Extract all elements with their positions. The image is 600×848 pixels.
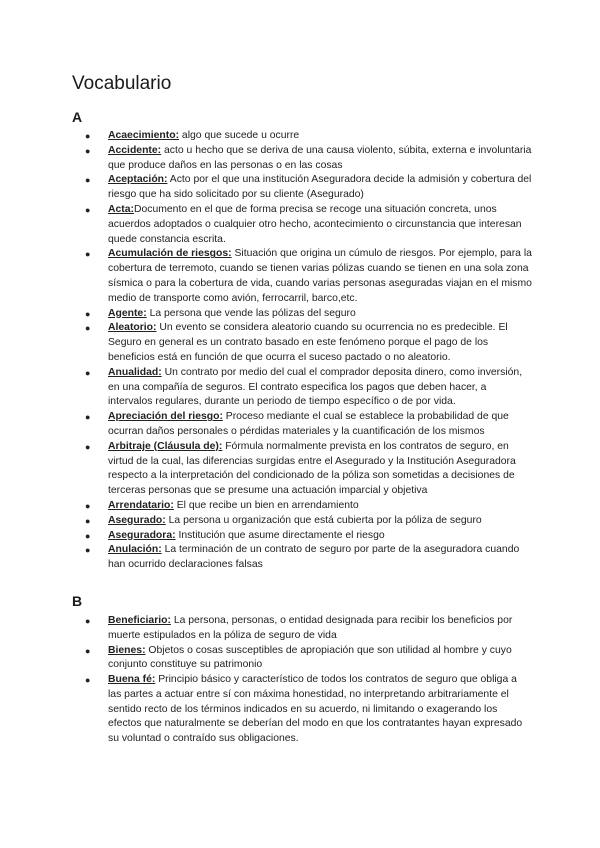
list-item [72, 440, 532, 499]
term-label: Arrendatario: [108, 499, 174, 511]
bullet-icon: ● [85, 367, 91, 378]
term-definition: Principio básico y característico de todos los contratos de seguro que obliga a las partes a actuar entre sí con máxima honestidad, no interpretando arbitrariamente el sentido recto de los términos indicados en su acuerdo, ni limitando o exagerando los efectos que naturalmente se deberían del modo en que los contratantes hayan expresado su voluntad o contraído sus obligaciones. [108, 674, 523, 745]
section-letter-a: A [72, 109, 83, 125]
list-item [72, 410, 532, 440]
list-item [72, 529, 532, 544]
list-item [72, 499, 532, 514]
term-label: Beneficiario: [108, 614, 171, 626]
term-label: Anulación: [108, 544, 162, 556]
term-definition: Situación que origina un cúmulo de riesgos. Por ejemplo, para la cobertura de terremoto, cuando se tienen varias pólizas cuando se tienen en una sola zona sísmica o para la cobertura de vida, cuando varias personas aseguradas viajan en el mismo medio de transporte como avión, ferrocarril, barco,etc. [108, 248, 532, 304]
term-label: Acumulación de riesgos: [108, 248, 232, 260]
term-label: Accidente: [108, 144, 162, 156]
section-b-list [72, 614, 532, 747]
bullet-icon: ● [85, 249, 91, 260]
term-definition: El que recibe un bien en arrendamiento [173, 499, 359, 511]
bullet-icon: ● [85, 145, 91, 156]
term-definition: Acto por el que una institución Aseguradora decide la admisión y cobertura del riesgo que ha sido solicitado por su cliente (Asegurado) [108, 174, 532, 201]
bullet-icon: ● [85, 175, 91, 186]
bullet-icon: ● [85, 323, 91, 334]
term-label: Apreciación del riesgo: [108, 411, 223, 423]
list-item [72, 129, 532, 144]
term-definition: Un evento se considera aleatorio cuando su ocurrencia no es predecible. El Seguro en general es un contrato basado en este fenómeno porque el pago de los beneficios está en función de que ocurra el suceso pactado o no aleatorio. [108, 322, 508, 363]
bullet-icon: ● [85, 675, 91, 686]
list-item [72, 366, 532, 410]
bullet-icon: ● [85, 645, 91, 656]
bullet-icon: ● [85, 131, 91, 141]
list-item [72, 673, 532, 747]
term-label: Buena fé: [108, 674, 156, 686]
term-definition: La persona que vende las pólizas del seguro [146, 307, 356, 319]
list-item [72, 247, 532, 306]
term-definition: Institución que asume directamente el riesgo [175, 529, 385, 541]
bullet-icon: ● [85, 530, 91, 541]
section-a-list [72, 129, 532, 573]
term-label: Anualidad: [108, 366, 162, 378]
term-definition: La terminación de un contrato de seguro por parte de la aseguradora cuando han ocurrido declaraciones falsas [108, 544, 520, 571]
list-item [72, 307, 532, 322]
term-definition: Un contrato por medio del cual el comprador deposita dinero, como inversión, en una compañía de seguros. El contrato especifica los pagos que deben hacer, a intervalos regulares, durante un periodo de tiempo específico o de por vida. [108, 366, 523, 408]
term-label: Acaecimiento: [108, 130, 180, 141]
list-item [72, 644, 532, 674]
term-definition: acto u hecho que se deriva de una causa violento, súbita, externa e involuntaria que produce daños en las personas o en las cosas [108, 144, 532, 171]
term-label: Arbitraje (Cláusula de): [108, 440, 223, 452]
term-definition: La persona, personas, o entidad designada para recibir los beneficios por muerte estipulados en la póliza de seguro de vida [108, 614, 513, 641]
term-definition: Fórmula normalmente prevista en los contratos de seguro, en virtud de la cual, las diferencias surgidas entre el Asegurado y la Institución Aseguradora respecto a la interpretación del condicionado de la póliza son sometidas a decisiones de terceras personas que se presume una actuación imparcial y objetiva [108, 440, 516, 497]
bullet-icon: ● [85, 441, 91, 452]
term-label: Aleatorio: [108, 322, 157, 334]
bullet-icon: ● [85, 500, 91, 511]
term-definition: algo que sucede u ocurre [179, 130, 300, 141]
term-definition: Proceso mediante el cual se establece la probabilidad de que ocurran daños personales o pérdidas materiales y la cuantificación de los mismos [108, 411, 509, 437]
term-label: Asegurado: [108, 514, 166, 526]
list-item [72, 203, 532, 247]
term-definition: La persona u organización que está cubierta por la póliza de seguro [165, 514, 482, 526]
list-item [72, 144, 532, 174]
document-page [72, 72, 532, 747]
list-item [72, 173, 532, 203]
section-letter-b: B [72, 592, 83, 609]
bullet-icon: ● [85, 615, 91, 626]
list-item [72, 514, 532, 529]
term-label: Bienes: [108, 644, 146, 656]
term-label: Agente: [108, 307, 147, 319]
term-label: Acta: [108, 203, 134, 215]
term-label: Aseguradora: [108, 529, 176, 541]
list-item [72, 543, 532, 573]
bullet-icon: ● [85, 515, 91, 526]
list-item [72, 321, 532, 365]
page-title: Vocabulario [72, 73, 172, 94]
bullet-icon: ● [85, 545, 91, 556]
term-label: Aceptación: [108, 174, 168, 186]
bullet-icon: ● [85, 412, 91, 423]
bullet-icon: ● [85, 308, 91, 319]
list-item [72, 614, 532, 644]
term-definition: Objetos o cosas susceptibles de apropiación que son utilidad al hombre y cuyo conjunto constituye su patrimonio [108, 644, 512, 671]
bullet-icon: ● [85, 204, 91, 215]
term-definition: Documento en el que de forma precisa se recoge una situación concreta, unos acuerdos adoptados o cualquier otro hecho, acontecimiento o circunstancia que interesan quede constancia escrita. [108, 203, 522, 245]
